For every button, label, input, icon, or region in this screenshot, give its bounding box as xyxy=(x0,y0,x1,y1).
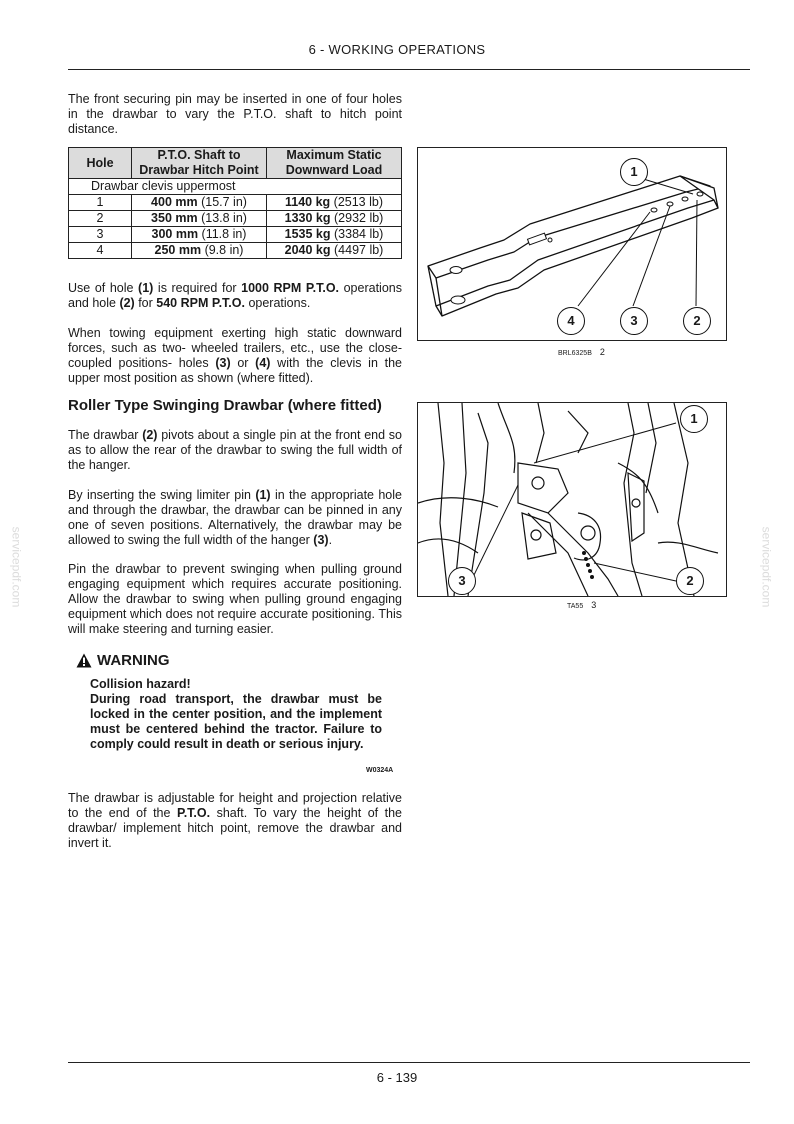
watermark-right: servicepdf.com xyxy=(759,526,774,608)
text-run: is required for xyxy=(153,281,242,295)
callout-3: 3 xyxy=(620,307,648,335)
span-row-text: Drawbar clevis uppermost xyxy=(69,179,402,195)
warning-text: During road transport, the drawbar must be locked in the center position, and the implement must be centered behind the tractor. Failure to comply could result in death or serious injury. xyxy=(90,692,382,751)
pivot-paragraph xyxy=(68,428,402,473)
figure-3-caption xyxy=(567,600,596,610)
cell-hole: 2 xyxy=(69,211,132,227)
table-row xyxy=(69,243,402,259)
intro-paragraph xyxy=(68,92,402,137)
towing-paragraph xyxy=(68,326,402,386)
hole-usage-paragraph xyxy=(68,281,402,311)
warning-body xyxy=(90,677,382,752)
text-run: pivots about a single pin at the front end so as to allow the rear of the drawbar to swing the full width of the hanger. xyxy=(68,428,402,472)
load-kg: 2040 kg xyxy=(284,243,331,257)
table-header-row xyxy=(69,148,402,179)
cell-distance xyxy=(132,227,267,243)
distance-in: (9.8 in) xyxy=(204,243,244,257)
warning-title: WARNING xyxy=(97,652,170,669)
text-run: in the appropriate hole and through the drawbar, the drawbar can be pinned in any one of seven positions. Alternatively, the drawbar may be allowed to swing the full width of the hanger xyxy=(68,488,402,547)
figure-swinging-drawbar xyxy=(417,402,727,597)
cell-hole: 1 xyxy=(69,195,132,211)
distance-in: (15.7 in) xyxy=(201,195,247,209)
page-header: 6 - WORKING OPERATIONS xyxy=(308,42,486,57)
text-run-bold: (2) xyxy=(119,296,135,310)
text-run: with the clevis in the upper most position as shown (where fitted). xyxy=(68,356,403,385)
text-run-bold: (2) xyxy=(142,428,158,442)
figure-2-number: 2 xyxy=(599,347,605,357)
text-run: By inserting the swing limiter pin xyxy=(68,488,256,502)
intro-text: The front securing pin may be inserted in one of four holes in the drawbar to vary the P.T.O. shaft to hitch point distance. xyxy=(68,92,402,136)
load-kg: 1330 kg xyxy=(284,211,331,225)
swing-usage-paragraph xyxy=(68,562,402,637)
distance-mm: 350 mm xyxy=(151,211,198,225)
header-distance: P.T.O. Shaft to Drawbar Hitch Point xyxy=(132,148,267,179)
text-run: Use of hole xyxy=(68,281,139,295)
callout-1: 1 xyxy=(680,405,708,433)
distance-in: (13.8 in) xyxy=(201,211,247,225)
text-run-bold: P.T.O. xyxy=(176,806,211,820)
warning-triangle-icon xyxy=(76,653,92,668)
text-run-bold: (3) xyxy=(215,356,231,370)
text-run: When towing equipment exerting high static downward forces, such as two- wheeled trailers, etc., use the close-coupled positions- holes xyxy=(68,326,402,370)
distance-mm: 250 mm xyxy=(154,243,202,257)
figure-2-caption xyxy=(558,347,605,357)
load-kg: 1535 kg xyxy=(284,227,331,241)
text-run: operations. xyxy=(244,296,311,310)
section-heading: Roller Type Swinging Drawbar (where fitted) xyxy=(68,397,382,414)
callout-4: 4 xyxy=(557,307,585,335)
watermark-left: servicepdf.com xyxy=(9,526,24,608)
figure-3-code: TA55 xyxy=(567,603,584,610)
distance-mm: 300 mm xyxy=(151,227,199,241)
text-run: The drawbar xyxy=(68,428,143,442)
text-run: Pin the drawbar to prevent swinging when pulling ground engaging equipment which requires accurate positioning. Allow the drawbar to swing when pulling ground engaging equipment which does not require accurate positioning. This will make steering and turning easier. xyxy=(68,562,402,636)
text-run-bold: 1000 RPM P.T.O. xyxy=(241,281,340,295)
load-lb: (2932 lb) xyxy=(334,211,384,225)
hole-distance-table xyxy=(68,147,402,259)
table-row xyxy=(69,211,402,227)
text-run-bold: 540 RPM P.T.O. xyxy=(156,296,245,310)
text-run: or xyxy=(230,356,256,370)
cell-hole: 3 xyxy=(69,227,132,243)
header-load: Maximum Static Downward Load xyxy=(267,148,402,179)
callout-2: 2 xyxy=(676,567,704,595)
callout-1: 1 xyxy=(620,158,648,186)
figure-3-number: 3 xyxy=(591,600,597,610)
table-row xyxy=(69,227,402,243)
load-lb: (4497 lb) xyxy=(334,243,384,257)
height-adjust-paragraph xyxy=(68,791,402,851)
warning-heading xyxy=(76,652,170,669)
load-kg: 1140 kg xyxy=(284,195,331,209)
cell-distance xyxy=(132,243,267,259)
cell-hole: 4 xyxy=(69,243,132,259)
distance-in: (11.8 in) xyxy=(201,227,247,241)
text-run: for xyxy=(134,296,157,310)
text-run: operations and hole xyxy=(68,281,402,310)
table-row xyxy=(69,195,402,211)
text-run-bold: (4) xyxy=(255,356,271,370)
load-lb: (3384 lb) xyxy=(334,227,384,241)
text-run: . xyxy=(328,533,333,547)
limiter-pin-paragraph xyxy=(68,488,402,548)
cell-distance xyxy=(132,195,267,211)
warning-line-1: Collision hazard! xyxy=(90,677,191,691)
callout-2: 2 xyxy=(683,307,711,335)
cell-load xyxy=(267,227,402,243)
page-number: 6 - 139 xyxy=(376,1070,418,1085)
table-span-row xyxy=(69,179,402,195)
cell-load xyxy=(267,195,402,211)
text-run-bold: (3) xyxy=(313,533,329,547)
cell-load xyxy=(267,243,402,259)
header-rule xyxy=(68,69,750,70)
figure-2-code: BRL6325B xyxy=(558,350,592,357)
figure-drawbar xyxy=(417,147,727,341)
distance-mm: 400 mm xyxy=(151,195,198,209)
load-lb: (2513 lb) xyxy=(333,195,383,209)
callout-3: 3 xyxy=(448,567,476,595)
text-run-bold: (1) xyxy=(255,488,271,502)
text-run: shaft. To vary the height of the drawbar/ implement hitch point, remove the drawbar and invert it. xyxy=(68,806,402,850)
cell-load xyxy=(267,211,402,227)
header-hole: Hole xyxy=(69,148,132,179)
text-run: The drawbar is adjustable for height and projection relative to the end of the xyxy=(68,791,402,820)
cell-distance xyxy=(132,211,267,227)
footer-rule xyxy=(68,1062,750,1063)
warning-code: W0324A xyxy=(366,767,394,774)
text-run-bold: (1) xyxy=(138,281,154,295)
